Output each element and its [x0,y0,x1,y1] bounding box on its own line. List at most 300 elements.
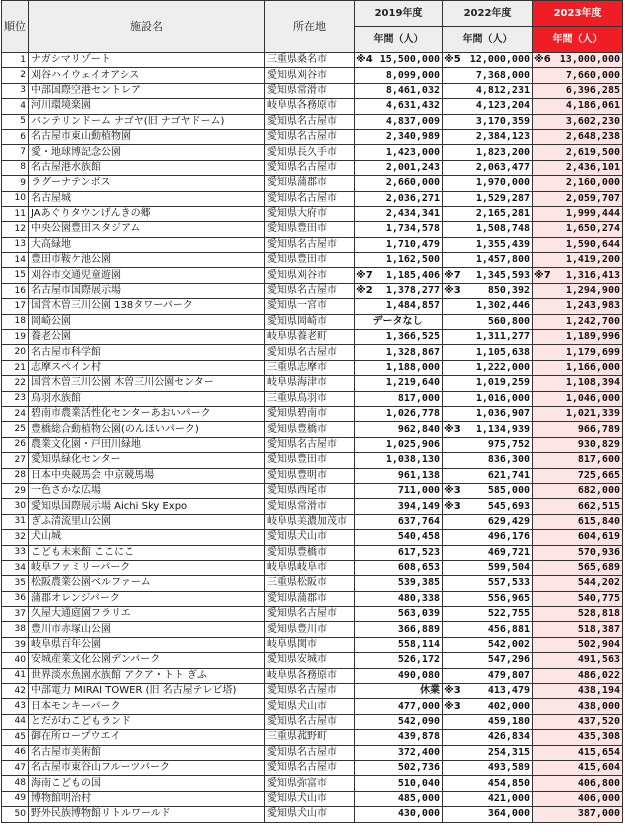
table-row [2,99,623,114]
visitors-2022-cell [443,83,533,98]
rank-cell: 16 [2,283,29,298]
visitors-2022-cell [443,560,533,575]
table-row [2,191,623,206]
table-row [2,468,623,483]
visitors-value: 585,000 [487,485,530,497]
facility-name-cell: 刈谷ハイウェイオアシス [29,68,265,83]
rank-cell: 22 [2,376,29,391]
visitors-value: 490,080 [397,669,440,681]
visitors-2019-cell [355,391,443,406]
visitors-value: 542,090 [397,715,440,727]
rank-cell: 2 [2,68,29,83]
visitors-value: 1,242,700 [565,315,620,327]
visitors-2023-cell [533,206,623,221]
visitors-value: 4,186,061 [565,100,620,112]
visitors-2023-cell [533,360,623,375]
visitors-value: 502,904 [577,639,620,651]
visitors-2019-cell [355,176,443,191]
visitors-value: 493,589 [487,762,530,774]
visitors-value: 254,315 [487,746,530,758]
visitors-2019-cell [355,468,443,483]
footnote-mark: ※3 [444,700,461,712]
rank-cell: 36 [2,591,29,606]
header-unit-2022: 年間（人） [443,27,533,53]
visitors-value: 366,889 [397,623,440,635]
table-row [2,391,623,406]
location-cell: 愛知県名古屋市 [265,283,355,298]
visitors-value: 415,604 [577,762,620,774]
table-row [2,68,623,83]
visitors-value: 528,818 [577,608,620,620]
visitors-value: 2,160,000 [565,177,620,189]
rank-cell: 15 [2,268,29,283]
visitors-2019-cell [355,114,443,129]
location-cell: 愛知県蒲郡市 [265,591,355,606]
visitors-value: 1,222,000 [475,362,530,373]
location-cell: 愛知県名古屋市 [265,237,355,252]
visitors-value: 1,328,867 [385,346,440,358]
facility-name-cell: 御在所ロープウエイ [29,730,265,745]
visitors-value: 4,812,231 [475,84,530,96]
visitors-2019-cell [355,68,443,83]
visitors-2019-cell [355,807,443,822]
visitors-2023-cell [533,514,623,529]
visitors-2022-cell [443,545,533,560]
visitors-value: 1,508,748 [475,223,530,235]
visitors-2023-cell [533,191,623,206]
visitors-value: 621,741 [487,469,530,481]
visitors-2019-cell [355,345,443,360]
table-row [2,376,623,391]
table-row [2,591,623,606]
visitors-2019-cell [355,191,443,206]
visitors-2019-cell [355,483,443,498]
facility-name-cell: 世界淡水魚園水族館 アクア・トト ぎふ [29,668,265,683]
footnote-mark: ※3 [444,423,461,435]
visitors-value: 387,000 [577,808,620,820]
table-row [2,684,623,699]
table-row [2,776,623,791]
visitors-value: 426,834 [487,731,530,743]
facility-name-cell: 国営木曽三川公園 138タワーパーク [29,299,265,314]
visitors-value: 休業 [420,685,440,697]
rank-cell: 48 [2,776,29,791]
visitors-value: 413,479 [487,685,530,697]
visitors-2023-cell [533,499,623,514]
visitors-value: 4,123,204 [475,100,530,112]
facility-name-cell: 名古屋市東谷山フルーツパーク [29,760,265,775]
visitors-2019-cell [355,453,443,468]
visitors-2022-cell [443,607,533,622]
visitors-2019-cell [355,714,443,729]
visitors-value: 480,338 [397,592,440,604]
visitors-value: 539,385 [397,577,440,589]
location-cell: 愛知県名古屋市 [265,607,355,622]
table-row [2,745,623,760]
location-cell: 岐阜県美濃加茂市 [265,514,355,529]
rank-cell: 26 [2,437,29,452]
visitors-2023-cell [533,468,623,483]
visitors-value: 402,000 [487,700,530,712]
location-cell: 岐阜県岐阜市 [265,560,355,575]
facility-name-cell: 豊川市赤塚山公園 [29,622,265,637]
visitors-value: 459,180 [487,715,530,727]
visitors-2022-cell [443,191,533,206]
footnote-mark: ※4 [356,54,373,66]
visitors-value: 540,458 [397,531,440,543]
visitors-2023-cell [533,530,623,545]
facility-name-cell: ラグーナテンボス [29,176,265,191]
facility-name-cell: 志摩スペイン村 [29,360,265,375]
visitors-2022-cell [443,576,533,591]
visitors-value: 570,936 [577,546,620,558]
visitors-2023-cell [533,129,623,144]
visitors-value: 406,800 [577,777,620,789]
visitors-value: 372,400 [397,746,440,758]
visitors-2022-cell [443,299,533,314]
table-row [2,222,623,237]
rank-cell: 8 [2,160,29,175]
facility-name-cell: 岐阜ファミリーパーク [29,560,265,575]
visitors-2022-cell [443,53,533,68]
table-row [2,699,623,714]
visitors-2019-cell [355,499,443,514]
visitors-value: 2,384,123 [475,131,530,143]
footnote-mark: ※7 [444,269,461,281]
location-cell: 愛知県岡崎市 [265,314,355,329]
visitors-2023-cell [533,760,623,775]
table-row [2,499,623,514]
visitors-value: 930,829 [577,438,620,450]
visitors-2019-cell [355,760,443,775]
visitors-2019-cell [355,545,443,560]
facility-name-cell: 碧南市農業活性化センターあおいパーク [29,406,265,421]
visitors-value: 1,345,593 [475,269,530,281]
footnote-mark: ※2 [356,285,373,297]
visitors-2019-cell [355,607,443,622]
location-cell: 愛知県大府市 [265,206,355,221]
visitors-2019-cell [355,699,443,714]
rank-cell: 24 [2,406,29,421]
visitors-value: 1,134,939 [475,423,530,435]
visitors-2019-cell [355,514,443,529]
visitors-2022-cell [443,360,533,375]
visitors-value: 526,172 [397,654,440,666]
location-cell: 愛知県安城市 [265,653,355,668]
visitors-2019-cell [355,791,443,806]
footnote-mark: ※3 [444,285,461,297]
rank-cell: 30 [2,499,29,514]
footnote-mark: ※7 [534,269,551,281]
facility-name-cell: ナガシマリゾート [29,53,265,68]
visitors-2022-cell [443,283,533,298]
visitors-2022-cell [443,684,533,699]
visitors-value: 415,654 [577,746,620,758]
visitors-2022-cell [443,253,533,268]
rank-cell: 41 [2,668,29,683]
rank-cell: 23 [2,391,29,406]
visitors-value: 2,660,000 [385,177,440,189]
visitors-value: 502,736 [397,762,440,774]
visitors-value: 542,002 [487,639,530,651]
visitors-2022-cell [443,745,533,760]
visitors-2022-cell [443,176,533,191]
visitors-2022-cell [443,530,533,545]
visitors-2022-cell [443,406,533,421]
facility-name-cell: 養老公園 [29,330,265,345]
location-cell: 三重県菰野町 [265,730,355,745]
visitors-value: 817,600 [577,454,620,466]
visitors-2022-cell [443,330,533,345]
visitors-value: 2,059,707 [565,192,620,204]
footnote-mark: ※5 [444,54,461,66]
visitors-value: 599,504 [487,562,530,574]
visitors-value: 1,025,906 [385,438,440,450]
location-cell: 愛知県豊明市 [265,468,355,483]
visitors-2022-cell [443,483,533,498]
visitors-2022-cell [443,422,533,437]
location-cell: 三重県鳥羽市 [265,391,355,406]
visitors-2023-cell [533,330,623,345]
visitors-value: 496,176 [487,531,530,543]
visitors-value: 1,166,000 [565,362,620,373]
visitors-2019-cell [355,406,443,421]
table-row [2,206,623,221]
facility-name-cell: 中央公園豊田スタジアム [29,222,265,237]
rank-cell: 27 [2,453,29,468]
location-cell: 岐阜県関市 [265,637,355,652]
rank-cell: 32 [2,530,29,545]
visitors-value: 662,515 [577,500,620,512]
visitors-value: 1,026,778 [385,408,440,420]
visitors-2023-cell [533,576,623,591]
visitors-2023-cell [533,668,623,683]
visitors-value: 6,396,285 [565,84,620,96]
visitors-2022-cell [443,622,533,637]
visitors-value: 975,752 [487,438,530,450]
footnote-mark: ※7 [356,269,373,281]
visitors-2022-cell [443,776,533,791]
facility-name-cell: 農業文化園・戸田川緑地 [29,437,265,452]
table-row [2,237,623,252]
table-row [2,83,623,98]
table-row [2,160,623,175]
visitors-value: 836,300 [487,454,530,466]
table-row [2,668,623,683]
visitors-2019-cell [355,576,443,591]
visitors-value: 1,366,525 [385,331,440,343]
header-year-2022: 2022年度 [443,1,533,27]
visitors-2022-cell [443,206,533,221]
visitors-value: 2,648,238 [565,131,620,143]
visitors-2019-cell [355,160,443,175]
visitors-2019-cell [355,653,443,668]
rank-cell: 6 [2,129,29,144]
table-row [2,299,623,314]
location-cell: 愛知県名古屋市 [265,684,355,699]
facility-name-cell: バンテリンドーム ナゴヤ(旧 ナゴヤドーム) [29,114,265,129]
rank-cell: 42 [2,684,29,699]
visitors-value: データなし [372,315,423,327]
table-row [2,514,623,529]
facility-name-cell: 中部国際空港セントレア [29,83,265,98]
header-unit-2019: 年間（人） [355,27,443,53]
rank-cell: 44 [2,714,29,729]
facility-name-cell: 名古屋港水族館 [29,160,265,175]
visitors-value: 8,461,032 [385,84,440,96]
visitors-value: 1,710,479 [385,238,440,250]
location-cell: 愛知県豊田市 [265,453,355,468]
visitors-2023-cell [533,176,623,191]
facility-name-cell: 河川環境楽園 [29,99,265,114]
header-year-2023: 2023年度 [533,1,623,27]
visitors-2019-cell [355,253,443,268]
visitors-2022-cell [443,714,533,729]
location-cell: 愛知県豊川市 [265,622,355,637]
facility-name-cell: 日本モンキーパーク [29,699,265,714]
visitors-2023-cell [533,776,623,791]
visitors-value: 563,039 [397,608,440,620]
visitors-value: 1,970,000 [475,177,530,189]
visitors-2019-cell [355,668,443,683]
facility-name-cell: 犬山城 [29,530,265,545]
visitors-value: 491,563 [577,654,620,666]
footnote-mark: ※3 [444,485,461,497]
visitors-value: 725,665 [577,469,620,481]
table-row [2,145,623,160]
visitors-value: 565,689 [577,562,620,574]
visitors-2023-cell [533,422,623,437]
visitors-value: 1,484,857 [385,300,440,312]
rank-cell: 9 [2,176,29,191]
visitors-2019-cell [355,637,443,652]
visitors-2023-cell [533,345,623,360]
table-row [2,653,623,668]
table-row [2,360,623,375]
visitors-2023-cell [533,622,623,637]
location-cell: 岐阜県各務原市 [265,668,355,683]
location-cell: 愛知県犬山市 [265,807,355,822]
visitors-2023-cell [533,68,623,83]
rank-cell: 11 [2,206,29,221]
location-cell: 愛知県弥富市 [265,776,355,791]
visitors-2019-cell [355,560,443,575]
visitors-value: 510,040 [397,777,440,789]
visitors-value: 1,311,277 [475,331,530,343]
facility-name-cell: 鳥羽水族館 [29,391,265,406]
visitors-value: 966,789 [577,423,620,435]
visitors-2022-cell [443,637,533,652]
visitors-2023-cell [533,83,623,98]
location-cell: 愛知県名古屋市 [265,160,355,175]
visitors-value: 479,807 [487,669,530,681]
rank-cell: 21 [2,360,29,375]
visitors-2023-cell [533,253,623,268]
visitors-value: 817,000 [397,392,440,404]
visitors-2022-cell [443,391,533,406]
visitors-value: 1,036,907 [475,408,530,420]
visitors-value: 3,602,230 [565,115,620,127]
visitors-value: 4,837,009 [385,115,440,127]
visitors-2022-cell [443,791,533,806]
visitors-2019-cell [355,530,443,545]
table-row [2,730,623,745]
visitors-value: 438,194 [577,685,620,697]
visitors-2023-cell [533,222,623,237]
location-cell: 愛知県豊橋市 [265,422,355,437]
facility-name-cell: 大高緑地 [29,237,265,252]
facility-name-cell: 松阪農業公園ベルファーム [29,576,265,591]
visitors-2022-cell [443,591,533,606]
visitors-2022-cell [443,668,533,683]
rank-cell: 40 [2,653,29,668]
rank-cell: 10 [2,191,29,206]
rank-cell: 38 [2,622,29,637]
table-row [2,345,623,360]
visitors-2022-cell [443,268,533,283]
location-cell: 愛知県名古屋市 [265,345,355,360]
facility-name-cell: 名古屋市科学館 [29,345,265,360]
visitors-2023-cell [533,699,623,714]
header-location: 所在地 [265,1,355,53]
table-header [2,1,623,53]
location-cell: 愛知県西尾市 [265,483,355,498]
visitors-value: 544,202 [577,577,620,589]
visitors-value: 540,775 [577,592,620,604]
rank-cell: 20 [2,345,29,360]
visitors-value: 430,000 [397,808,440,820]
visitors-value: 15,500,000 [379,54,440,66]
facility-name-cell: 日本中央競馬会 中京競馬場 [29,468,265,483]
visitors-value: 364,000 [487,808,530,820]
visitors-value: 617,523 [397,546,440,558]
visitors-value: 477,000 [397,700,440,712]
visitors-value: 1,302,446 [475,300,530,312]
location-cell: 三重県志摩市 [265,360,355,375]
visitors-2023-cell [533,391,623,406]
table-row [2,330,623,345]
visitors-2023-cell [533,545,623,560]
facility-name-cell: 岐阜県百年公園 [29,637,265,652]
visitors-2023-cell [533,730,623,745]
visitors-2022-cell [443,237,533,252]
visitors-2022-cell [443,314,533,329]
visitors-2023-cell [533,299,623,314]
visitors-2023-cell [533,591,623,606]
visitors-value: 1,108,394 [565,377,620,389]
facility-name-cell: 愛知県国際展示場 Aichi Sky Expo [29,499,265,514]
visitors-2022-cell [443,376,533,391]
facility-name-cell: 野外民族博物館リトルワールド [29,807,265,822]
visitors-2023-cell [533,560,623,575]
visitors-value: 850,392 [487,285,530,297]
rank-cell: 49 [2,791,29,806]
rank-cell: 31 [2,514,29,529]
visitors-value: 629,429 [487,515,530,527]
visitors-2019-cell [355,422,443,437]
location-cell: 愛知県名古屋市 [265,114,355,129]
location-cell: 愛知県名古屋市 [265,437,355,452]
visitors-2023-cell [533,114,623,129]
visitors-value: 682,000 [577,485,620,497]
table-row [2,637,623,652]
visitors-2023-cell [533,237,623,252]
rank-cell: 39 [2,637,29,652]
visitors-value: 7,368,000 [475,69,530,81]
table-row [2,483,623,498]
location-cell: 愛知県名古屋市 [265,745,355,760]
ranking-table [1,0,623,823]
